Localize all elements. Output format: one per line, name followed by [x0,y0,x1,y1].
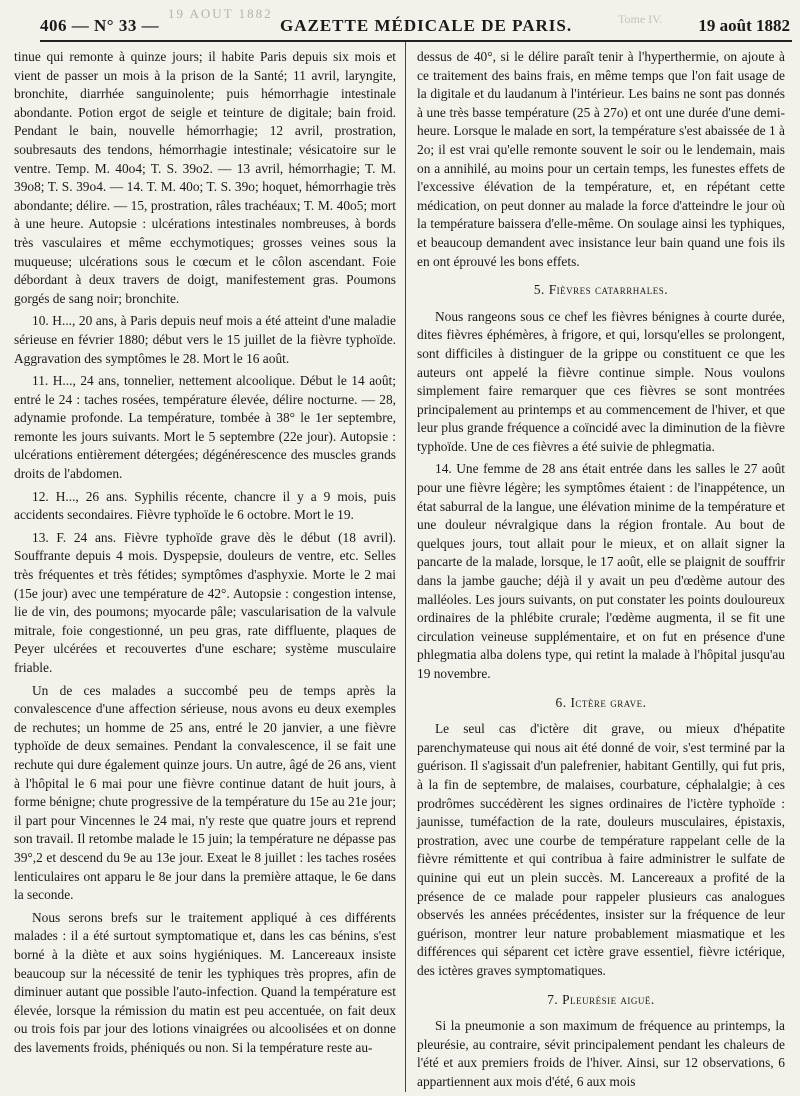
column-divider [405,42,406,1092]
bleed-through-stamp: 19 AOUT 1882 [168,6,273,21]
issue-date: 19 août 1882 [698,16,790,35]
paragraph-case-12: 12. H..., 26 ans. Syphilis récente, chancre il y a 9 mois, puis accidents secondaires. Fièvre typhoïde le 6 octobre. Mort le 19. [14,488,396,523]
bleed-through-text: Tome IV. [618,12,663,26]
paragraph-case-9-cont: tinue qui remonte à quinze jours; il habite Paris depuis six mois et vient de passer un mois à la prison de la Santé; 11 avril, laryngite, bronchite, diarrhée sanguinolente; puis hémorrhagie intestinale abondante. Potion ergot de seigle et teinture de digitale; bain froid. Pendant le bain, nouvelle hémorrhagie; 12 avril, prostration, soubresauts des tendons, hémorrhagie intestinale; vésicatoire sur le ventre. Temp. M. 40o4; T. S. 39o2. — 13 avril, hémorrhagie; T. M. 39o8; T. S. 39o4. — 14. T. M. 40o; T. S. 39o; hoquet, hémorrhagie très abondante; délire. — 15, prostration, râles trachéaux; T. M. 40o5; mort à une heure. Autopsie : ulcérations intestinales nombreuses, à bords très vasculaires et même ecchymotiques; grosses veines sous la muqueuse; ulcérations sous le cœcum et le côlon ascendant. Foie débordant à deux travers de doigt, manifestement gras. Poumons gorgés de sang noir; bronchite. [14,49,396,306]
paragraph-case-10: 10. H..., 20 ans, à Paris depuis neuf mois a été atteint d'une maladie sérieuse en février 1880; début vers le 15 juillet de la fièvre typhoïde. Aggravation des symptômes le 28. Mort le 16 août. [14,313,396,366]
paragraph-ictere-grave: Le seul cas d'ictère dit grave, ou mieux d'hépatite parenchymateuse qui nous ait été donné de voir, s'est terminé par la guérison. Il s'agissait d'un palefrenier, habitant Gentilly, qui fut pris, à la fin de septembre, de malaises, courbature, céphalalgie; à ces prodrômes succédèrent les signes ordinaires de l'ictère typhoïde : jaunisse, tuméfaction de la rate, douleurs musculaires, épistaxis, prostration, avec une courbe de température rappelant celle de la fièvre rémittente et qui contribua à faire administrer le sulfate de quinine qui eut un plein succès. M. Lancereaux a profité de la présence de ce malade pour rappeler plusieurs cas analogues observés les années précédentes, insister sur la fréquence de leur guérison, montrer leur nature probablement miasmatique et les différences qui séparent cet ictère grave essentiel, fièvre ictérique, des ictères graves symptomatiques. [417,721,785,978]
paragraph-case-14: 14. Une femme de 28 ans était entrée dans les salles le 27 août pour une fièvre légère; les symptômes étaient : de l'inappétence, un état saburral de la langue, une élévation minime de la température et une douleur névralgique dans la région frontale. Au bout de quelques jours, tout allait pour le mieux, et on allait signer la pancarte de la malade, lorsque, le 17 août, elle se plaignit de souffrir dans la jambe gauche; déjà il y avait un peu d'œdème autour des malléoles. Les jours suivants, on put constater les points douloureux ordinaires de la phlébite crurale; l'œdème augmenta, il se fit une circulation veineuse supplémentaire, et on fut en présence d'une phlegmatia alba dolens type, qui retint la malade à l'hôpital jusqu'au 19 novembre. [417,461,785,681]
journal-title: GAZETTE MÉDICALE DE PARIS. [280,16,573,35]
header-rule [40,40,792,42]
paragraph-rechutes: Un de ces malades a succombé peu de temps après la convalescence d'une affection sérieuse, nous avons eu deux exemples de rechutes; un homme de 25 ans, entré le 20 janvier, a une fièvre typhoïde de deux semaines. Pendant la convalescence, il se fait une rechute qui dure également quinze jours. Un autre, âgé de 26 ans, vient à l'hôpital le 6 mai pour une fièvre continue datant de huit jours, à forme bénigne; chute progressive de la température du 15e au 21e jour; il part pour Vincennes le 24 mai, n'y reste que quatre jours et reprend son travail. Il retombe malade le 15 juin; la température ne dépasse pas 39°,2 et descend du 9e au 13e jour. Exeat le 8 juillet : les taches rosées lenticulaires ont apparu le 8e jour dans la première attaque, le 6e dans la seconde. [14,682,396,903]
paragraph-traitement: Nous serons brefs sur le traitement appliqué à ces différents malades : il a été surtout symptomatique et, dans les cas bénins, s'est borné à la diète et aux soins hygiéniques. M. Lancereaux insiste beaucoup sur la nécessité de tenir les typhiques très propres, afin de diminuer autant que possible l'auto-infection. Quand la température est élevée, lorsque la rémission du matin est peu accentuée, on fait deux ou trois fois par jour des lotions vinaigrées ou alcoolisées et on donne des lavements froids, phéniqués ou non. Si la température reste au- [14,909,396,1055]
page-number: 406 — N° 33 — [40,16,160,35]
paragraph-fievres-catarrhales: Nous rangeons sous ce chef les fièvres bénignes à courte durée, dites fièvres éphémères, à frigore, et qui, lorsqu'elles se prolongent, sont difficiles à distinguer de la grippe ou constituent ce que les auteurs ont appelé la fièvre continue simple. Nous voulons simplement faire remarquer que ces fièvres se sont montrées principalement au printemps et au commencement de l'hiver, et que leur plus grande fréquence a coïncidé avec la diminution de la fièvre typhoïde. Une de ces fièvres a été suivie de phlegmatia. [417,308,785,454]
right-column [417,48,785,1091]
paragraph-traitement-cont: dessus de 40°, si le délire paraît tenir à l'hyperthermie, on ajoute à ce traitement des bains frais, en même temps que l'on fait usage de la digitale et du laudanum à l'intérieur. Les bains ne sont pas donnés à une très basse température (25 à 27o) et ont une durée d'une demi-heure. Lorsque le malade en sort, la température s'est abaissée de 1 à 2o; il est vrai qu'elle remonte souvent le soir ou le lendemain, mais on a annihilé, au moins pour un certain temps, les funestes effets de l'excessive élévation de la température, et, en répétant cette médication, on peut donner au malade la force d'atteindre le jour où la température baissera d'elle-même. On soulage ainsi les typhiques, et beaucoup demandent avec insistance leur bain quand une fois ils en ont éprouvé les bons effets. [417,49,785,269]
left-column [14,48,396,1057]
paragraph-pleuresie-aigue: Si la pneumonie a son maximum de fréquence au printemps, la pleurésie, au contraire, sévit principalement pendant les chaleurs de l'été et aux premiers froids de l'hiver. Ainsi, sur 12 observations, 6 appartiennent aux mois d'été, 6 aux mois [417,1018,785,1089]
section-heading-fievres-catarrhales: 5. Fièvres catarrhales. [533,282,669,298]
paragraph-case-11: 11. H..., 24 ans, tonnelier, nettement alcoolique. Début le 14 août; entré le 24 : taches rosées, température élevée, délire nocturne. — 28, adynamie profonde. La température, tombée à 38° le 1er septembre, remonte les jours suivants. Mort le 5 septembre (22e jour). Autopsie : ulcérations entièrement détergées; dégénérescence des muscles grands droits de l'abdomen. [14,373,396,482]
paragraph-case-13: 13. F. 24 ans. Fièvre typhoïde grave dès le début (18 avril). Souffrante depuis 4 mois. Dyspepsie, douleurs de ventre, etc. Selles très fréquentes et très fétides; symptômes d'asphyxie. Morte le 2 mai (15e jour) avec une température de 42°. Autopsie : congestion intense, lie de vin, des poumons; myocarde pâle; vascularisation de la valvule mitrale, foie congestionné, un peu gras, rate diffluente, plaques de Peyer ulcérées et recouvertes d'une eschare; système musculaire friable. [14,529,396,675]
section-heading-ictere-grave: 6. Ictère grave. [555,694,647,710]
page-header [40,6,792,40]
section-heading-pleuresie-aigue: 7. Pleurésie aiguë. [547,991,655,1007]
